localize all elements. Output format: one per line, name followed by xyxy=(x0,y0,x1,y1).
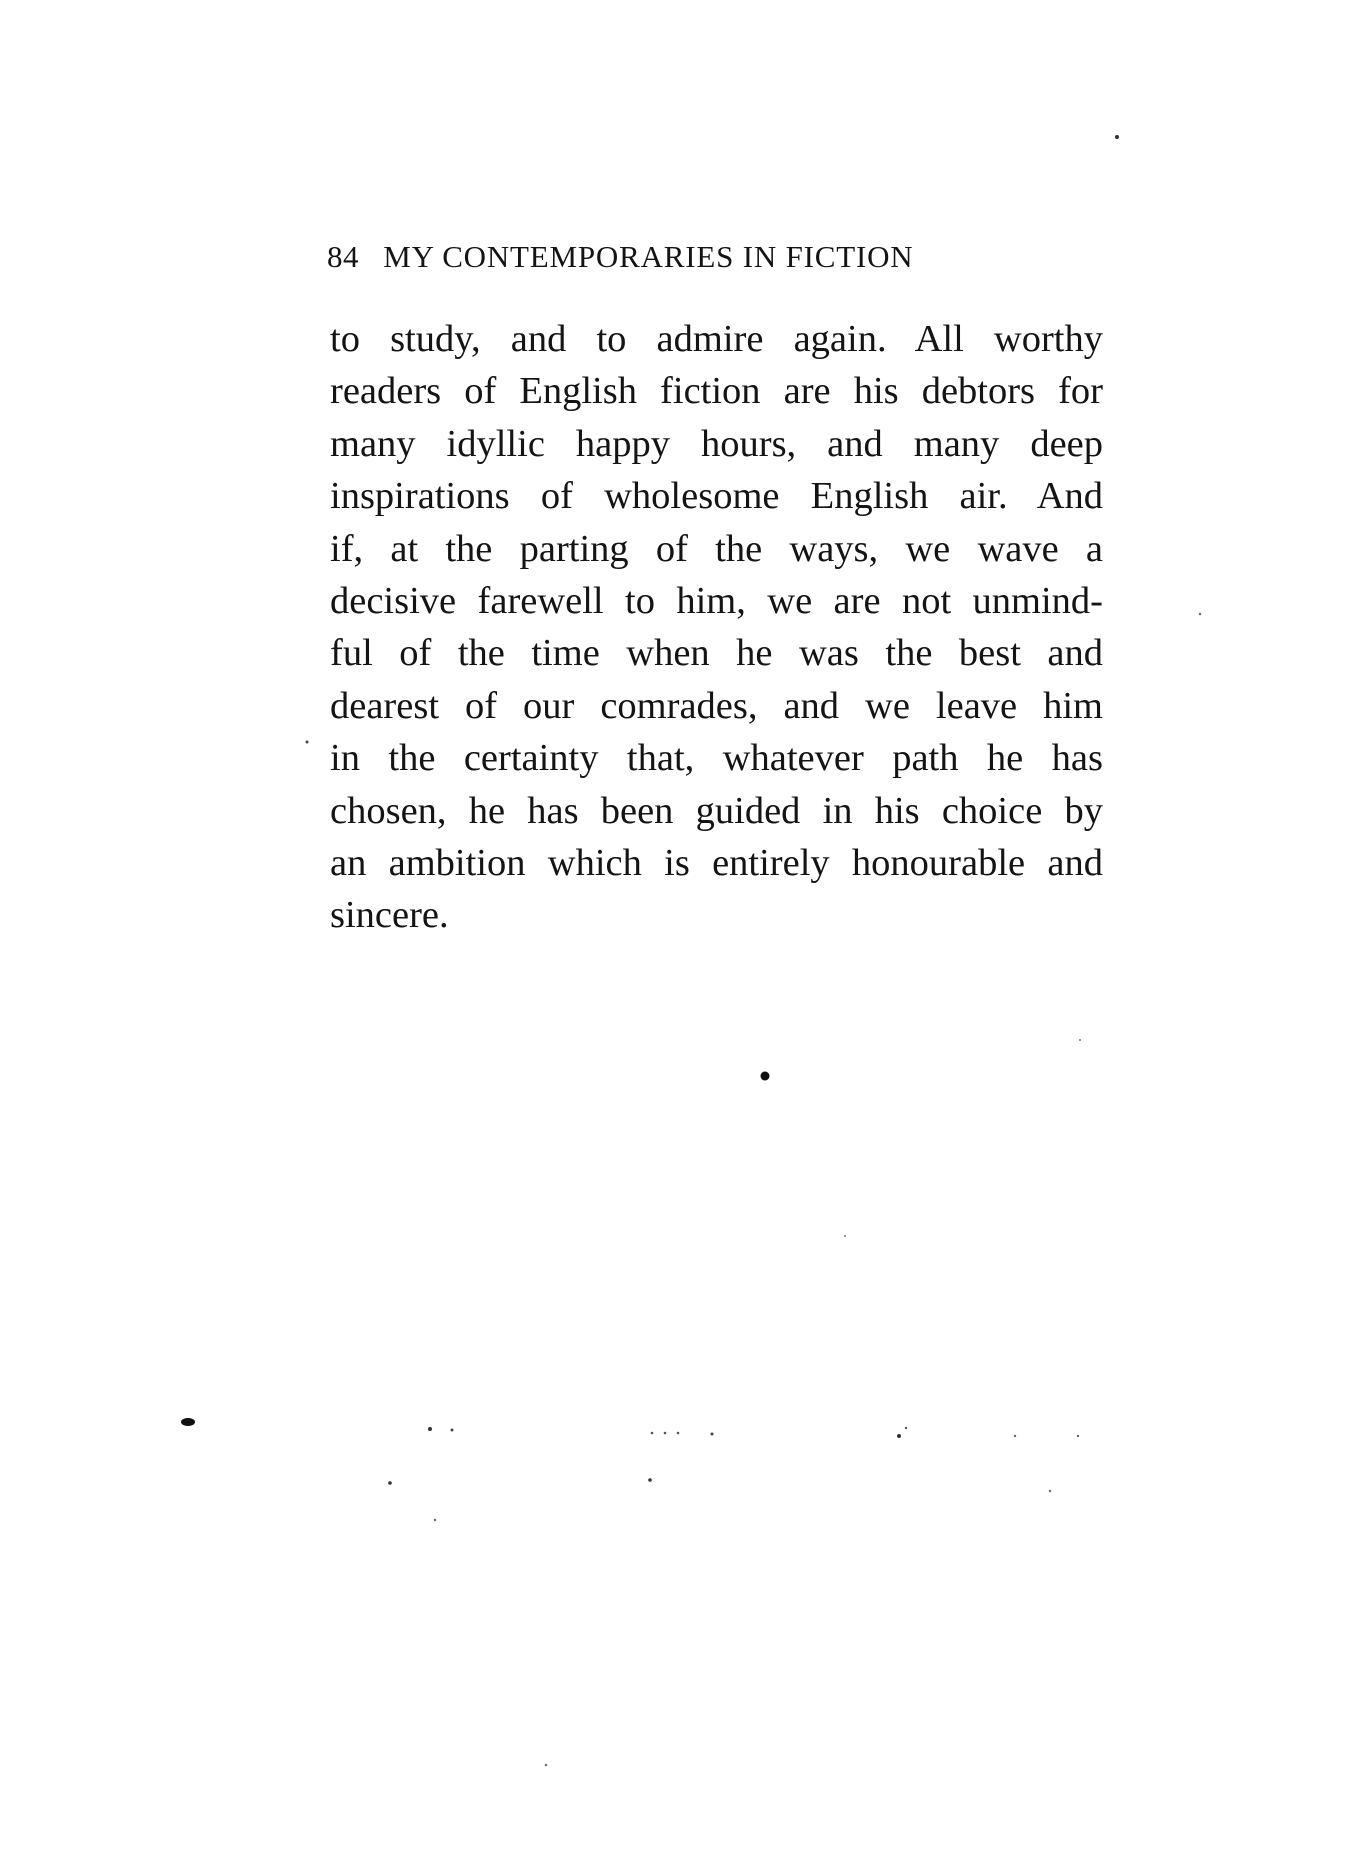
text-line: ful of the time when he was the best and xyxy=(330,632,1103,675)
speck xyxy=(545,1764,547,1766)
text-line: chosen, he has been guided in his choice by xyxy=(330,789,1103,832)
speck xyxy=(711,1433,714,1436)
speck xyxy=(1199,613,1201,615)
text-line: in the certainty that, whatever path he has xyxy=(330,737,1103,780)
speck xyxy=(306,741,309,744)
text-line: decisive farewell to him, we are not unmind- xyxy=(330,579,1103,622)
speck xyxy=(388,1481,392,1485)
running-title: MY CONTEMPORARIES IN FICTION xyxy=(383,239,914,274)
body-paragraph xyxy=(330,313,1103,942)
text-line: dearest of our comrades, and we leave him xyxy=(330,684,1103,727)
speck xyxy=(1077,1435,1079,1437)
text-line: many idyllic happy hours, and many deep xyxy=(330,422,1103,465)
speck xyxy=(651,1432,654,1435)
speck xyxy=(905,1427,907,1429)
speck xyxy=(434,1519,436,1521)
speck xyxy=(1079,1039,1081,1041)
speck xyxy=(897,1434,901,1438)
page-number: 84 xyxy=(327,239,359,274)
speck xyxy=(428,1427,432,1431)
speck xyxy=(181,1418,195,1426)
text-line: readers of English fiction are his debtors for xyxy=(330,370,1103,413)
speck xyxy=(1049,1490,1051,1492)
text-line: to study, and to admire again. All worthy xyxy=(330,318,1103,360)
text-line: an ambition which is entirely honourable and xyxy=(330,841,1103,884)
speck xyxy=(648,1478,652,1482)
running-head xyxy=(327,237,1087,277)
speck xyxy=(451,1429,454,1432)
text-line: sincere. xyxy=(330,894,449,937)
speck xyxy=(677,1432,680,1435)
text-line: inspirations of wholesome English air. And xyxy=(330,475,1103,518)
speck xyxy=(664,1432,667,1435)
speck xyxy=(761,1072,770,1081)
text-line: if, at the parting of the ways, we wave a xyxy=(330,527,1103,570)
speck xyxy=(1115,135,1119,139)
speck xyxy=(844,1235,846,1237)
speck xyxy=(1014,1435,1016,1437)
